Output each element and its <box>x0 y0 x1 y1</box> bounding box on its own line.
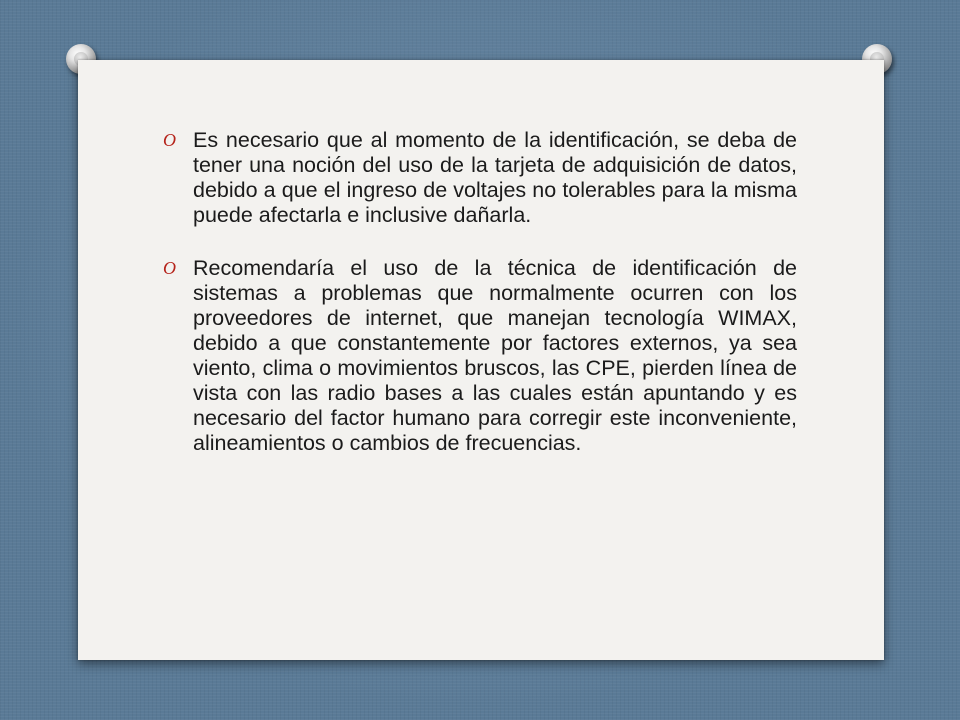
bullet-marker-icon: O <box>163 130 176 150</box>
bullet-text: Recomendaría el uso de la técnica de identificación de sistemas a problemas que normalmente ocurren con los proveedores de internet, que manejan tecnología WIMAX, debido a que constantemente por factores externos, ya sea viento, clima o movimientos bruscos, las CPE, pierden línea de vista con las radio bases a las cuales están apuntando y es necesario del factor humano para corregir este inconveniente, alineamientos o cambios de frecuencias. <box>193 256 797 455</box>
bullet-item <box>163 128 797 228</box>
slide-content <box>163 128 797 484</box>
bullet-text: Es necesario que al momento de la identificación, se deba de tener una noción del uso de la tarjeta de adquisición de datos, debido a que el ingreso de voltajes no tolerables para la misma puede afectarla e inclusive dañarla. <box>193 128 797 227</box>
bullet-marker-icon: O <box>163 258 176 278</box>
bullet-item <box>163 256 797 456</box>
